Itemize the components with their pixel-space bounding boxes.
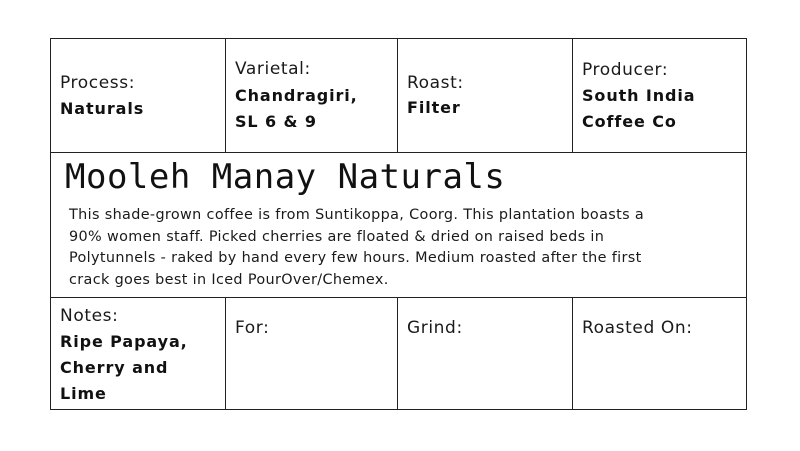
producer-label: Producer: [582, 60, 669, 80]
roasted-on-cell [573, 298, 748, 410]
label-bottom-row [51, 298, 746, 410]
coffee-label-card [50, 38, 747, 410]
grind-cell [398, 298, 573, 410]
description-line: crack goes best in Iced PourOver/Chemex. [69, 271, 389, 288]
notes-value-line: Lime [60, 384, 107, 403]
roast-value: Filter [407, 98, 461, 117]
notes-value [60, 329, 188, 407]
label-top-row [51, 39, 746, 153]
coffee-title: Mooleh Manay Naturals [65, 157, 506, 197]
roast-label: Roast: [407, 73, 464, 93]
roast-cell [398, 39, 573, 152]
producer-value-line: Coffee Co [582, 112, 677, 131]
coffee-description [69, 205, 734, 291]
label-middle-row [51, 153, 746, 298]
producer-value-line: South India [582, 86, 696, 105]
producer-cell [573, 39, 748, 152]
varietal-value [235, 83, 358, 135]
description-line: Polytunnels - raked by hand every few hours. Medium roasted after the first [69, 250, 642, 266]
notes-label: Notes: [60, 306, 119, 326]
for-cell [226, 298, 398, 410]
varietal-value-line: Chandragiri, [235, 86, 358, 105]
notes-value-line: Cherry and [60, 358, 169, 377]
producer-value [582, 83, 696, 135]
process-label: Process: [60, 73, 136, 93]
notes-cell [51, 298, 226, 410]
process-cell [51, 39, 226, 152]
varietal-cell [226, 39, 398, 152]
process-value: Naturals [60, 99, 145, 118]
notes-value-line: Ripe Papaya, [60, 332, 188, 351]
varietal-label: Varietal: [235, 59, 311, 79]
description-line: 90% women staff. Picked cherries are floated & dried on raised beds in [69, 228, 605, 245]
roasted-on-label: Roasted On: [582, 318, 693, 338]
grind-label: Grind: [407, 318, 463, 338]
for-label: For: [235, 318, 270, 338]
varietal-value-line: SL 6 & 9 [235, 112, 317, 131]
description-line: This shade-grown coffee is from Suntikoppa, Coorg. This plantation boasts a [69, 207, 645, 223]
